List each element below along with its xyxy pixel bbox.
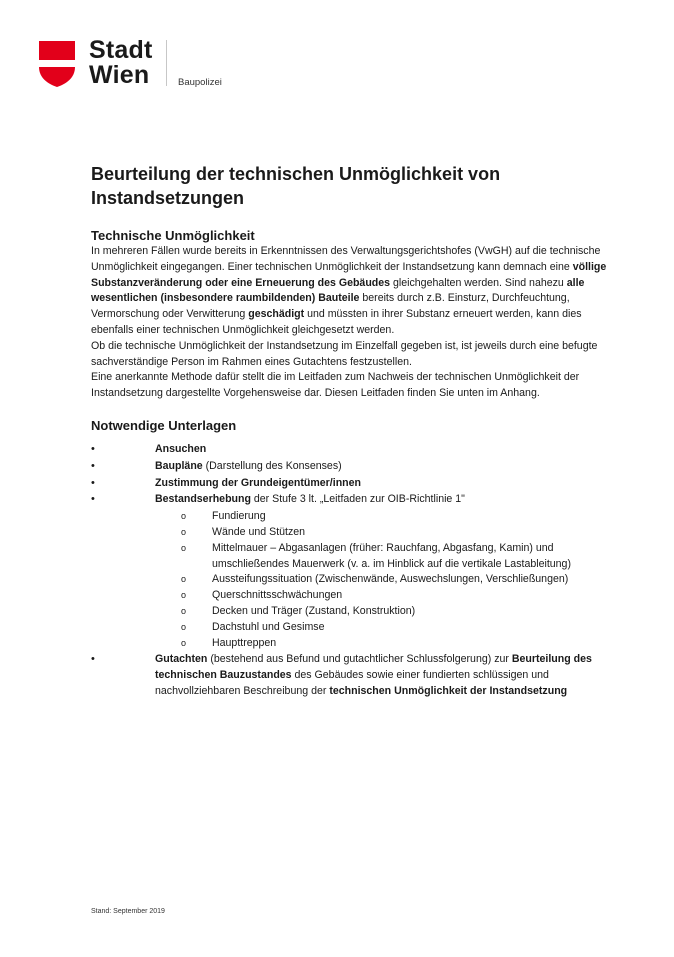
bullet-icon: • — [91, 653, 95, 666]
text: der Stufe 3 lt. „Leitfaden zur OIB-Richtlinie 1" — [250, 493, 465, 506]
text: Aussteifungssituation (Zwischenwände, Auswechslungen, Verschließungen) — [212, 573, 569, 586]
text: Haupttreppen — [212, 636, 277, 649]
list-item — [91, 476, 611, 492]
paragraph-3: Eine anerkannte Methode dafür stellt die im Leitfaden zum Nachweis der technischen Unmöglichkeit der Instandsetzung dargestellte Vorgehensweise dar. Diesen Leitfaden finden Sie unten im Anhang. — [91, 371, 580, 400]
circle-bullet-icon: o — [181, 590, 187, 601]
brand-name — [89, 38, 153, 88]
text: des Gebäudes sowie einer fundierten schlüssigen und nachvollziehbaren Beschreibung der — [155, 669, 549, 697]
sub-list-item — [155, 604, 611, 620]
text: gleichgehalten werden. Sind nahezu — [390, 276, 567, 289]
bold-text: technischen Unmöglichkeit der Instandsetzung — [329, 684, 568, 697]
bold-text: Gutachten — [155, 653, 208, 666]
text: Querschnittsschwächungen — [212, 589, 343, 602]
page-title: Beurteilung der technischen Unmöglichkeit von Instandsetzungen — [91, 164, 501, 208]
circle-bullet-icon: o — [181, 526, 187, 537]
text: Decken und Träger (Zustand, Konstruktion) — [212, 604, 416, 617]
bold-text: Zustimmung der Grundeigentümer/innen — [155, 476, 361, 489]
text: Mittelmauer – Abgasanlagen (früher: Rauchfang, Abgasfang, Kamin) und umschließendes Mauerwerk (v. a. im Hinblick auf die vertikale Lastableitung) — [212, 541, 571, 570]
bullet-icon: • — [91, 459, 95, 472]
circle-bullet-icon: o — [181, 542, 187, 553]
circle-bullet-icon: o — [181, 621, 187, 632]
list-item — [91, 459, 611, 475]
text: (Darstellung des Konsenses) — [202, 459, 342, 472]
bold-text: Ansuchen — [155, 442, 207, 455]
brand-line-2: Wien — [89, 61, 150, 89]
bold-text: Baupläne — [155, 459, 203, 472]
text: In mehreren Fällen wurde bereits in Erkenntnissen des Verwaltungsgerichtshofes (VwGH) auf die technische Unmöglichkeit eingegangen. Einer technischen Unmöglichkeit der Instandsetzung kann demnach eine — [91, 245, 601, 273]
sub-list-item — [155, 509, 611, 525]
required-documents-list — [91, 442, 611, 700]
bold-text: alle wesentlichen (insbesondere raumbildenden) Bauteile — [91, 276, 585, 305]
bullet-icon: • — [91, 476, 95, 489]
survey-sublist — [155, 509, 611, 651]
circle-bullet-icon: o — [181, 511, 187, 522]
section-heading-required-documents: Notwendige Unterlagen — [91, 417, 237, 433]
text: und müssten in ihrer Substanz erneuert werden, kann dies ebenfalls einer technischen Unmöglichkeit gleichgesetzt werden. — [91, 308, 582, 336]
bullet-icon: • — [91, 442, 95, 455]
sub-list-item — [155, 525, 611, 541]
vienna-coat-of-arms-logo — [38, 40, 76, 88]
sub-list-item — [155, 636, 611, 652]
list-item — [91, 492, 611, 651]
circle-bullet-icon: o — [181, 637, 187, 648]
sub-list-item — [155, 541, 611, 573]
circle-bullet-icon: o — [181, 574, 187, 585]
sub-list-item — [155, 620, 611, 636]
text: (bestehend aus Befund und gutachtlicher Schlussfolgerung) zur — [207, 653, 512, 666]
header-divider — [166, 40, 167, 86]
department-label: Baupolizei — [178, 77, 222, 88]
text: Wände und Stützen — [212, 525, 306, 538]
brand-line-1: Stadt — [89, 36, 153, 64]
text: Dachstuhl und Gesimse — [212, 620, 325, 633]
section-heading-technical-impossibility: Technische Unmöglichkeit — [91, 228, 255, 243]
list-item — [91, 442, 611, 458]
bold-text: Bestandserhebung — [155, 493, 251, 506]
sub-list-item — [155, 588, 611, 604]
document-body — [91, 162, 611, 701]
header — [38, 38, 338, 90]
bold-text: völlige Substanzveränderung oder eine Erneuerung des Gebäudes — [91, 260, 607, 289]
footer-date: Stand: September 2019 — [91, 908, 165, 915]
circle-bullet-icon: o — [181, 605, 187, 616]
paragraph-1 — [91, 244, 611, 339]
bullet-icon: • — [91, 493, 95, 506]
list-item — [91, 652, 611, 699]
bold-text: geschädigt — [248, 308, 305, 321]
sub-list-item — [155, 572, 611, 588]
paragraph-2: Ob die technische Unmöglichkeit der Instandsetzung im Einzelfall gegeben ist, ist jeweils durch eine befugte sachverständige Person im Rahmen eines Gutachtens festzustellen. — [91, 339, 598, 368]
text: bereits durch z.B. Einsturz, Durchfeuchtung, Vermorschung oder Verwitterung — [91, 292, 570, 321]
bold-text: Beurteilung des technischen Bauzustandes — [155, 653, 592, 682]
text: Fundierung — [212, 510, 266, 523]
